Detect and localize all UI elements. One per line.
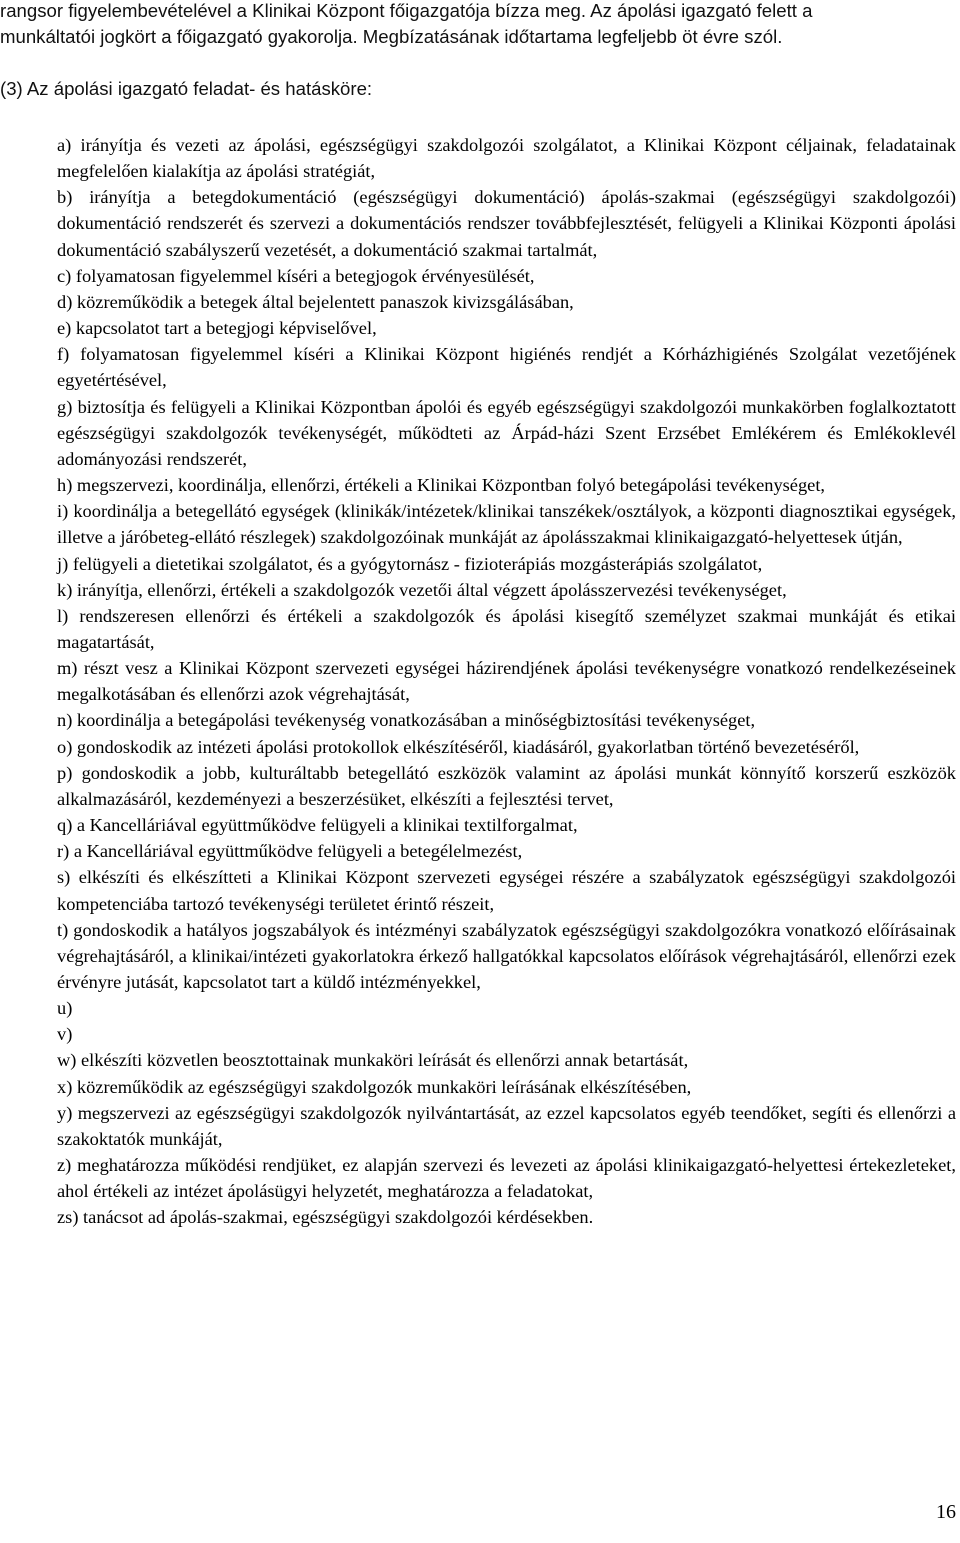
list-item-x: x) közreműködik az egészségügyi szakdolgozók munkaköri leírásának elkészítésében, <box>57 1076 692 1097</box>
list-item-z: z) meghatározza működési rendjüket, ez alapján szervezi és levezeti az ápolási klinikaigazgató-helyettesi értekezleteket, ahol értékeli az intézet ápolásügyi helyzetét, meghatározza a feladatokat, <box>57 1155 956 1202</box>
list-item-j: j) felügyeli a dietetikai szolgálatot, és a gyógytornász - fizioterápiás mozgásterápiás szolgálatot, <box>57 553 763 574</box>
intro-paragraph <box>0 0 960 49</box>
list-item-m: m) részt vesz a Klinikai Központ szervezeti egységei házirendjének ápolási tevékenységre vonatkozó rendelkezéseinek megalkotásában és ellenőrzi azok végrehajtását, <box>57 658 956 705</box>
list-item-l: l) rendszeresen ellenőrzi és értékeli a szakdolgozók és ápolási kisegítő személyzet szakmai munkáját és etikai magatartását, <box>57 605 956 652</box>
list-item-r: r) a Kancelláriával együttműködve felügyeli a betegélelmezést, <box>57 841 523 862</box>
intro-line: rangsor figyelembevételével a Klinikai Központ főigazgatója bízza meg. Az ápolási igazgató felett a <box>0 0 813 21</box>
list-item-w: w) elkészíti közvetlen beosztottainak munkaköri leírását és ellenőrzi annak betartását, <box>57 1050 689 1071</box>
list-item-y: y) megszervezi az egészségügyi szakdolgozók nyilvántartását, az ezzel kapcsolatos egyéb teendőket, segíti és ellenőrzi a szakoktatók munkáját, <box>57 1102 956 1149</box>
list-item-c: c) folyamatosan figyelemmel kíséri a betegjogok érvényesülését, <box>57 265 535 286</box>
duties-list <box>57 132 956 1231</box>
list-item-d: d) közreműködik a betegek által bejelentett panaszok kivizsgálásában, <box>57 291 574 312</box>
list-item-u: u) <box>57 998 73 1019</box>
list-item-h: h) megszervezi, koordinálja, ellenőrzi, értékeli a Klinikai Központban folyó betegápolási tevékenységet, <box>57 475 826 496</box>
list-item-i: i) koordinálja a betegellátó egységek (klinikák/intézetek/klinikai tanszékek/osztályok, a központi diagnosztikai egységek, illetve a járóbeteg-ellátó részlegek) szakdolgozóinak munkáját az ápolásszakmai klinikaigazgató-helyettesek útján, <box>57 501 956 548</box>
list-item-k: k) irányítja, ellenőrzi, értékeli a szakdolgozók vezetői által végzett ápolásszervezési tevékenységet, <box>57 579 787 600</box>
intro-line: munkáltatói jogkört a főigazgató gyakorolja. Megbízatásának időtartama legfeljebb öt évre szól. <box>0 25 783 47</box>
list-item-q: q) a Kancelláriával együttműködve felügyeli a klinikai textilforgalmat, <box>57 815 578 836</box>
list-item-zs: zs) tanácsot ad ápolás-szakmai, egészségügyi szakdolgozói kérdésekben. <box>57 1207 594 1228</box>
page-number: 16 <box>936 1501 956 1523</box>
list-item-f: f) folyamatosan figyelemmel kíséri a Klinikai Központ higiénés rendjét a Kórházhigiénés Szolgálat vezetőjének egyetértésével, <box>57 344 956 391</box>
section-heading: (3) Az ápolási igazgató feladat- és hatásköre: <box>0 78 373 99</box>
list-item-s: s) elkészíti és elkészítteti a Klinikai Központ szervezeti egységei részére a szabályzatok egészségügyi szakdolgozói kompetenciába tartozó tevékenységi területet érintő részeit, <box>57 867 956 914</box>
list-item-b: b) irányítja a betegdokumentáció (egészségügyi dokumentáció) ápolás-szakmai (egészségügyi szakdolgozói) dokumentáció rendszerét és szervezi a dokumentációs rendszer továbbfejlesztését, felügyeli a Klinikai Központi ápolási dokumentáció szabályszerű vezetését, a dokumentáció szakmai tartalmát, <box>57 187 956 260</box>
list-item-g: g) biztosítja és felügyeli a Klinikai Központban ápolói és egyéb egészségügyi szakdolgozói munkakörben foglalkoztatott egészségügyi szakdolgozók tevékenységét, működteti az Árpád-házi Szent Erzsébet Emlékérem és Emlékoklevél adományozási rendszerét, <box>57 396 956 469</box>
list-item-v: v) <box>57 1024 73 1045</box>
list-item-p: p) gondoskodik a jobb, kulturáltabb betegellátó eszközök valamint az ápolási munkát könnyítő korszerű eszközök alkalmazásáról, kezdeményezi a beszerzésüket, elkészíti a fejlesztési tervet, <box>57 762 956 809</box>
list-item-n: n) koordinálja a betegápolási tevékenység vonatkozásában a minőségbiztosítási tevékenységet, <box>57 710 756 731</box>
list-item-o: o) gondoskodik az intézeti ápolási protokollok elkészítéséről, kiadásáról, gyakorlatban történő bevezetéséről, <box>57 736 860 757</box>
list-item-a: a) irányítja és vezeti az ápolási, egészségügyi szakdolgozói szolgálatot, a Klinikai Központ céljainak, feladatainak megfelelően kialakítja az ápolási stratégiát, <box>57 135 956 182</box>
list-item-e: e) kapcsolatot tart a betegjogi képviselővel, <box>57 318 377 339</box>
list-item-t: t) gondoskodik a hatályos jogszabályok és intézményi szabályzatok egészségügyi szakdolgozókra vonatkozó előírásainak végrehajtásáról, a klinikai/intézeti gyakorlatokra érkező hallgatókkal kapcsolatos előírások végrehajtásáról, ellenőrzi ezek érvényre jutását, kapcsolatot tart a küldő intézményekkel, <box>57 919 956 992</box>
